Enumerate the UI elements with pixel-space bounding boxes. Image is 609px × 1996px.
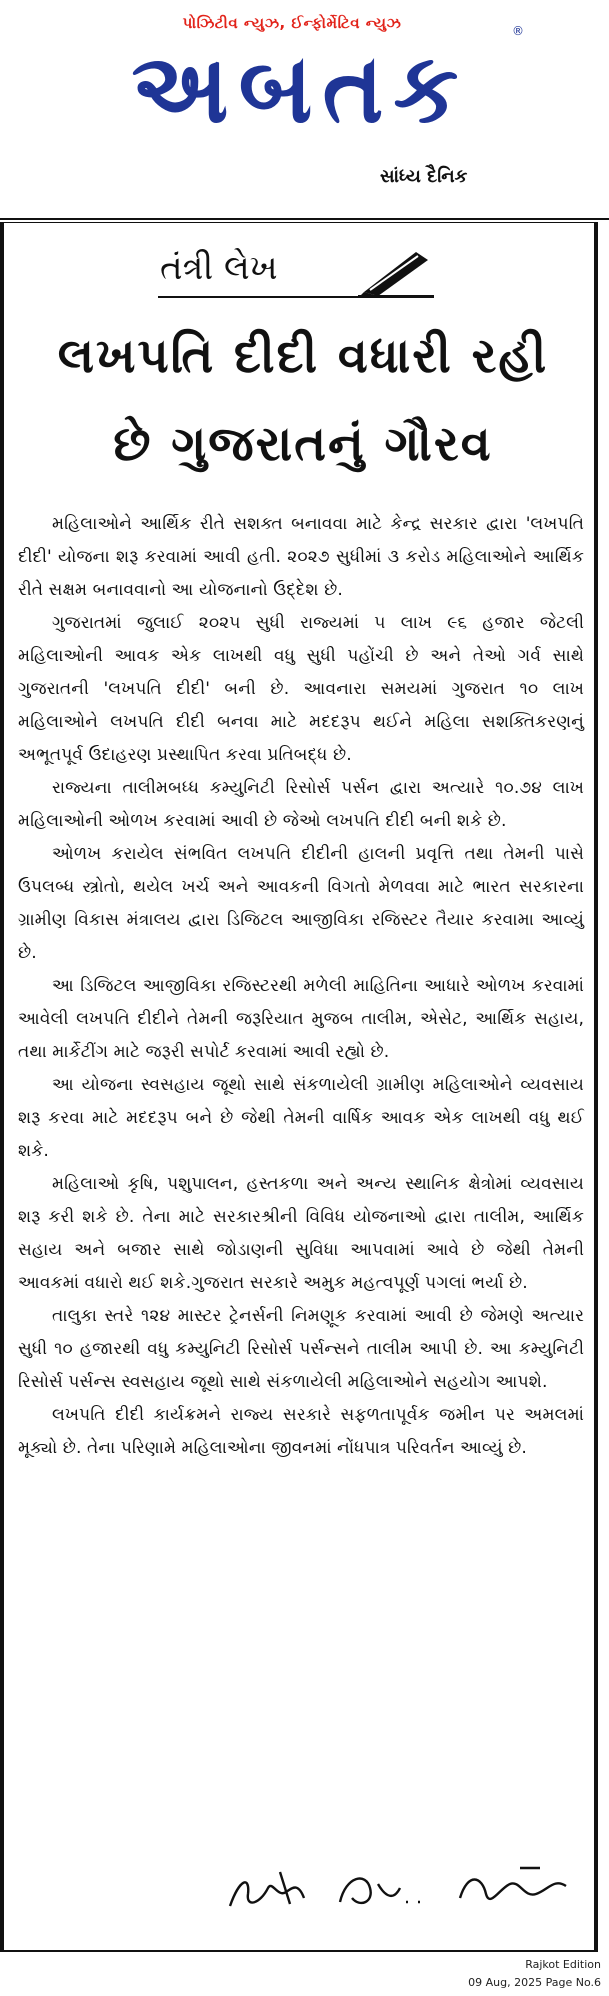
masthead-tagline: પોઝિટીવ ન્યુઝ, ઈન્ફોર્મેટિવ ન્યુઝ: [182, 14, 402, 32]
masthead-divider: [0, 218, 609, 220]
body-paragraph: આ ડિજિટલ આજીવિકા રજિસ્ટરથી મળેલી માહિતિના આધારે ઓળખ કરવામાં આવેલી લખપતિ દીદીને તેમની જરૂરિયાત મુજબ તાલીમ, એસેટ, આર્થિક સહાય, તથા માર્કેટીંગ માટે જરૂરી સપોર્ટ કરવામાં આવી રહ્યો છે.: [18, 976, 584, 1062]
registered-mark: ®: [512, 24, 524, 38]
pen-nib-icon: [356, 246, 436, 298]
article-body: [18, 508, 584, 1465]
masthead: [0, 0, 609, 220]
footer-date-page: 09 Aug, 2025 Page No.6: [468, 1976, 601, 1989]
body-paragraph: ઓળખ કરાયેલ સંભવિત લખપતિ દીદીની હાલની પ્રવૃત્તિ તથા તેમની પાસે ઉપલબ્ધ સ્ત્રોતો, થયેલ ખર્ચ અને આવકની વિગતો મેળવવા માટે ભારત સરકારના ગ્રામીણ વિકાસ મંત્રાલય દ્વારા ડિજિટલ આજીવિકા રજિસ્ટર તૈયાર કરવામા આવ્યું છે.: [18, 844, 584, 963]
body-paragraph: ગુજરાતમાં જુલાઈ ૨૦૨૫ સુધી રાજ્યમાં ૫ લાખ ૯૬ હજાર જેટલી મહિલાઓની આવક એક લાખથી વધુ સુધી પહોંચી છે અને તેઓ ગર્વ સાથે ગુજરાતની 'લખપતિ દીદી' બની છે. આવનારા સમયમાં ગુજરાત ૧૦ લાખ મહિલાઓને લખપતિ દીદી બનવા માટે મદદરૂપ થઈને મહિલા સશક્તિકરણનું અભૂતપૂર્વ ઉદાહરણ પ્રસ્થાપિત કરવા પ્રતિબદ્ધ છે.: [18, 613, 584, 765]
body-paragraph: તાલુકા સ્તરે ૧૨૪ માસ્ટર ટ્રેનર્સની નિમણૂક કરવામાં આવી છે જેમણે અત્યાર સુધી ૧૦ હજારથી વધુ કમ્યુનિટી રિસોર્સ પર્સન્સને તાલીમ આપી છે. આ કમ્યુનિટી રિસોર્સ પર્સન્સ સ્વસહાય જૂથો સાથે સંકળાયેલી મહિલાઓને સહયોગ આપશે.: [18, 1306, 584, 1392]
article-headline: [12, 312, 594, 488]
headline-line-1: લખપતિ દીદી વધારી રહી: [57, 328, 549, 384]
handwritten-signature: [220, 1858, 600, 1926]
body-paragraph: મહિલાઓને આર્થિક રીતે સશક્ત બનાવવા માટે કેન્દ્ર સરકાર દ્વારા 'લખપતિ દીદી' યોજના શરૂ કરવામાં આવી હતી. ૨૦૨૭ સુધીમાં ૩ કરોડ મહિલાઓને આર્થિક રીતે સક્ષમ બનાવવાનો આ યોજનાનો ઉદ્દેશ છે.: [18, 514, 584, 600]
masthead-subtitle: સાંધ્ય દૈનિક: [380, 166, 468, 187]
body-paragraph: રાજ્યના તાલીમબધ્ધ કમ્યુનિટી રિસોર્સ પર્સન દ્વારા અત્યારે ૧૦.૭૪ લાખ મહિલાઓની ઓળખ કરવામાં આવી છે જેઓ લખપતિ દીદી બની શકે છે.: [18, 778, 584, 831]
section-label: તંત્રી લેખ: [160, 248, 278, 288]
headline-line-2: છે ગુજરાતનું ગૌરવ: [113, 416, 493, 472]
body-paragraph: લખપતિ દીદી કાર્યક્રમને રાજ્ય સરકારે સફળતાપૂર્વક જમીન પર અમલમાં મૂક્યો છે. તેના પરિણામે મહિલાઓના જીવનમાં નોંધપાત્ર પરિવર્તન આવ્યું છે.: [18, 1405, 584, 1458]
body-paragraph: આ યોજના સ્વસહાય જૂથો સાથે સંકળાયેલી ગ્રામીણ મહિલાઓને વ્યવસાય શરૂ કરવા માટે મદદરૂપ બને છે જેથી તેમની વાર્ષિક આવક એક લાખથી વધુ થઈ શકે.: [18, 1075, 584, 1161]
newspaper-logo: અબતક: [131, 32, 469, 145]
footer-edition: Rajkot Edition: [525, 1958, 601, 1971]
body-paragraph: મહિલાઓ કૃષિ, પશુપાલન, હસ્તકળા અને અન્ય સ્થાનિક ક્ષેત્રોમાં વ્યવસાય શરૂ કરી શકે છે. તેના માટે સરકારશ્રીની વિવિધ યોજનાઓ દ્વારા તાલીમ, આર્થિક સહાય અને બજાર સાથે જોડાણની સુવિધા આપવામાં આવે છે જેથી તેમની આવકમાં વધારો થઈ શકે.ગુજરાત સરકારે અમુક મહત્વપૂર્ણ પગલાં ભર્યા છે.: [18, 1174, 584, 1293]
